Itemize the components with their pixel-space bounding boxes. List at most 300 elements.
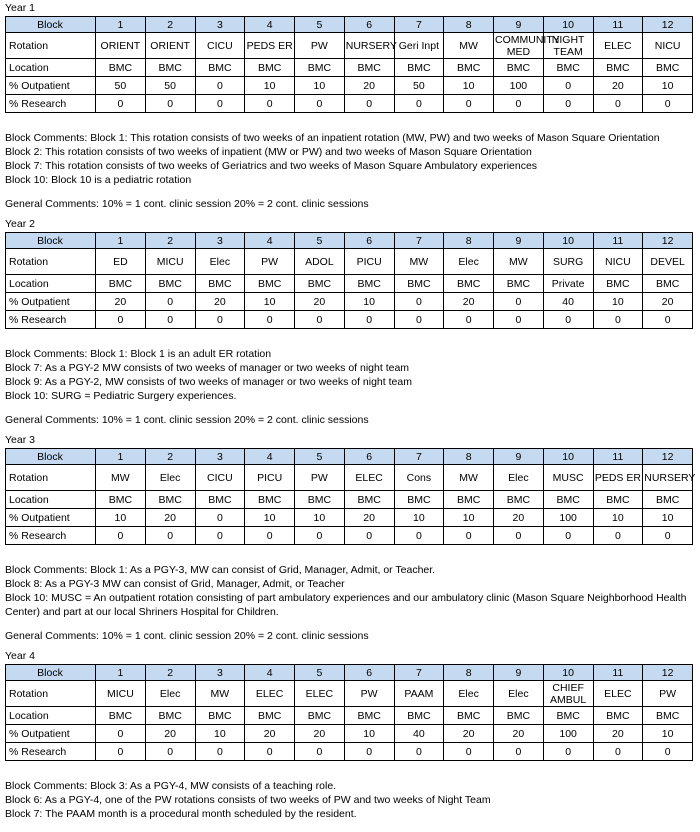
block-comment-line: Block 10: MUSC = An outpatient rotation consisting of part ambulatory experiences and our ambulatory clinic (Mason Square Neighborhood Health Center) and part at our local Shriners Hospital for Children. [5, 592, 687, 618]
block-number-cell: 12 [643, 233, 693, 249]
row-label: Rotation [6, 681, 96, 707]
block-comment-line: Block 9: As a PGY-2, MW consists of two weeks of manager or two weeks of night team [5, 376, 412, 388]
rotation-cell: MICU [96, 681, 146, 707]
research-cell: 0 [593, 95, 643, 113]
rotation-cell: NIGHT TEAM [543, 33, 593, 59]
location-cell: BMC [543, 491, 593, 509]
research-cell: 0 [96, 311, 146, 329]
block-number-cell: 3 [195, 665, 245, 681]
outpatient-cell: 0 [494, 293, 544, 311]
rotation-row [6, 33, 693, 59]
block-number-cell: 2 [145, 665, 195, 681]
rotation-cell: NICU [643, 33, 693, 59]
row-label: Location [6, 275, 96, 293]
location-cell: BMC [593, 59, 643, 77]
outpatient-cell: 10 [643, 509, 693, 527]
research-cell: 0 [344, 527, 394, 545]
location-row [6, 491, 693, 509]
block-number-cell: 11 [593, 665, 643, 681]
location-cell: BMC [444, 491, 494, 509]
general-comments: General Comments: 10% = 1 cont. clinic session 20% = 2 cont. clinic sessions [5, 630, 369, 642]
rotation-cell: ELEC [245, 681, 295, 707]
outpatient-cell: 20 [344, 509, 394, 527]
row-label: Rotation [6, 249, 96, 275]
block-comment-line: Block 7: This rotation consists of two weeks of Geriatrics and two weeks of Mason Square Ambulatory experiences [5, 160, 538, 172]
rotation-cell: Elec [494, 465, 544, 491]
rotation-cell: MUSC [543, 465, 593, 491]
research-cell: 0 [195, 743, 245, 761]
block-number-cell: 9 [494, 665, 544, 681]
location-cell: BMC [643, 707, 693, 725]
research-row [6, 743, 693, 761]
outpatient-cell: 10 [394, 509, 444, 527]
row-label: Block [6, 449, 96, 465]
block-number-cell: 12 [643, 449, 693, 465]
location-cell: BMC [96, 707, 146, 725]
block-number-cell: 1 [96, 233, 146, 249]
research-row [6, 527, 693, 545]
outpatient-row [6, 293, 693, 311]
location-cell: BMC [145, 275, 195, 293]
block-number-cell: 11 [593, 17, 643, 33]
location-cell: Private [543, 275, 593, 293]
block-comments [5, 563, 696, 619]
outpatient-cell: 10 [195, 725, 245, 743]
rotation-cell: PW [643, 681, 693, 707]
outpatient-cell: 50 [394, 77, 444, 95]
outpatient-cell: 10 [245, 509, 295, 527]
outpatient-cell: 10 [444, 77, 494, 95]
outpatient-cell: 20 [494, 509, 544, 527]
outpatient-cell: 10 [295, 509, 345, 527]
location-cell: BMC [643, 59, 693, 77]
location-cell: BMC [494, 491, 544, 509]
block-comment-line: Block 2: This rotation consists of two weeks of inpatient (MW or PW) and two weeks of Mason Square Orientation [5, 146, 532, 158]
block-header-row [6, 665, 693, 681]
rotation-cell: Cons [394, 465, 444, 491]
location-cell: BMC [195, 59, 245, 77]
research-cell: 0 [145, 527, 195, 545]
location-cell: BMC [394, 491, 444, 509]
research-cell: 0 [295, 527, 345, 545]
outpatient-cell: 100 [543, 725, 593, 743]
rotation-cell: ELEC [344, 465, 394, 491]
location-cell: BMC [593, 275, 643, 293]
rotation-cell: PW [295, 33, 345, 59]
row-label: Location [6, 707, 96, 725]
block-number-cell: 2 [145, 449, 195, 465]
outpatient-cell: 0 [145, 293, 195, 311]
block-comments [5, 779, 696, 821]
outpatient-cell: 50 [145, 77, 195, 95]
location-cell: BMC [145, 59, 195, 77]
research-cell: 0 [96, 95, 146, 113]
location-cell: BMC [394, 707, 444, 725]
research-cell: 0 [394, 743, 444, 761]
block-header-row [6, 233, 693, 249]
block-number-cell: 1 [96, 17, 146, 33]
year-section [5, 2, 696, 211]
outpatient-cell: 10 [96, 509, 146, 527]
outpatient-cell: 100 [494, 77, 544, 95]
research-cell: 0 [494, 527, 544, 545]
location-cell: BMC [494, 59, 544, 77]
block-number-cell: 4 [245, 233, 295, 249]
block-number-cell: 3 [195, 449, 245, 465]
research-cell: 0 [245, 527, 295, 545]
block-number-cell: 12 [643, 17, 693, 33]
rotation-row [6, 465, 693, 491]
location-cell: BMC [494, 275, 544, 293]
block-number-cell: 6 [344, 665, 394, 681]
research-cell: 0 [96, 743, 146, 761]
rotation-cell: SURG [543, 249, 593, 275]
block-number-cell: 8 [444, 449, 494, 465]
outpatient-cell: 20 [444, 725, 494, 743]
rotation-cell: COMMUNITY MED [495, 33, 560, 58]
row-label: % Research [6, 527, 96, 545]
block-number-cell: 9 [494, 449, 544, 465]
rotation-cell: Elec [195, 249, 245, 275]
outpatient-cell: 20 [96, 293, 146, 311]
rotation-cell: ADOL [295, 249, 345, 275]
research-cell: 0 [394, 95, 444, 113]
outpatient-cell: 40 [543, 293, 593, 311]
rotation-table [5, 664, 693, 761]
block-number-cell: 10 [543, 17, 593, 33]
block-comments [5, 347, 696, 403]
research-cell: 0 [444, 95, 494, 113]
rotation-table [5, 16, 693, 113]
rotation-cell: PICU [245, 465, 295, 491]
rotation-cell: MW [96, 465, 146, 491]
rotation-cell: CHIEF AMBUL [543, 681, 593, 707]
outpatient-cell: 20 [145, 509, 195, 527]
block-header-row [6, 17, 693, 33]
rotation-cell: PAAM [394, 681, 444, 707]
outpatient-cell: 0 [543, 77, 593, 95]
rotation-cell: NURSERY [344, 33, 394, 59]
row-label: Location [6, 59, 96, 77]
rotation-cell: Elec [444, 681, 494, 707]
location-cell: BMC [643, 491, 693, 509]
location-cell: BMC [593, 491, 643, 509]
rotation-cell: ED [96, 249, 146, 275]
block-number-cell: 6 [344, 17, 394, 33]
location-cell: BMC [245, 707, 295, 725]
rotation-cell: MW [494, 249, 544, 275]
research-row [6, 311, 693, 329]
rotation-cell: ORIENT [96, 33, 146, 59]
row-label: Block [6, 17, 96, 33]
location-cell: BMC [543, 707, 593, 725]
location-cell: BMC [96, 491, 146, 509]
row-label: % Outpatient [6, 77, 96, 95]
block-number-cell: 8 [444, 17, 494, 33]
outpatient-cell: 10 [344, 725, 394, 743]
rotation-cell: PW [295, 465, 345, 491]
block-number-cell: 2 [145, 17, 195, 33]
rotation-cell: PEDS ER [245, 33, 295, 59]
outpatient-cell: 0 [96, 725, 146, 743]
block-comment-line: Block 6: As a PGY-4, one of the PW rotations consists of two weeks of PW and two weeks of Night Team [5, 794, 491, 806]
research-cell: 0 [543, 95, 593, 113]
outpatient-cell: 50 [96, 77, 146, 95]
location-cell: BMC [394, 59, 444, 77]
rotation-cell: DEVEL [643, 249, 693, 275]
rotation-cell: ELEC [593, 681, 643, 707]
research-cell: 0 [543, 743, 593, 761]
location-row [6, 707, 693, 725]
outpatient-cell: 10 [643, 725, 693, 743]
block-number-cell: 11 [593, 449, 643, 465]
block-number-cell: 9 [494, 17, 544, 33]
year-title: Year 3 [5, 434, 35, 446]
rotation-cell: MW [444, 465, 494, 491]
block-number-cell: 8 [444, 665, 494, 681]
year-title: Year 1 [5, 2, 35, 14]
location-cell: BMC [245, 275, 295, 293]
outpatient-cell: 0 [394, 293, 444, 311]
block-number-cell: 2 [145, 233, 195, 249]
block-comment-line: Block 10: Block 10 is a pediatric rotation [5, 174, 192, 186]
research-cell: 0 [494, 743, 544, 761]
block-comment-line: Block 7: The PAAM month is a procedural month scheduled by the resident. [5, 808, 357, 820]
year-section [5, 218, 696, 427]
block-comment-line: Block Comments: Block 1: As a PGY-3, MW can consist of Grid, Manager, Admit, or Teacher. [5, 564, 436, 576]
block-number-cell: 7 [394, 665, 444, 681]
location-cell: BMC [344, 275, 394, 293]
block-number-cell: 10 [543, 665, 593, 681]
rotation-cell: CICU [195, 465, 245, 491]
block-number-cell: 6 [344, 449, 394, 465]
block-comment-line: Block Comments: Block 1: Block 1 is an adult ER rotation [5, 348, 272, 360]
research-cell: 0 [344, 95, 394, 113]
research-cell: 0 [245, 311, 295, 329]
research-cell: 0 [643, 527, 693, 545]
rotation-cell: MW [444, 33, 494, 59]
outpatient-cell: 20 [245, 725, 295, 743]
rotation-cell: MW [394, 249, 444, 275]
rotation-cell: PW [344, 681, 394, 707]
row-label: % Outpatient [6, 293, 96, 311]
research-cell: 0 [494, 95, 544, 113]
outpatient-cell: 20 [593, 725, 643, 743]
year-title: Year 4 [5, 650, 35, 662]
rotation-cell: CICU [195, 33, 245, 59]
outpatient-cell: 0 [195, 509, 245, 527]
block-comment-line: Block Comments: Block 1: This rotation consists of two weeks of an inpatient rotation (MW, PW) and two weeks of Mason Square Orientation [5, 132, 660, 144]
research-cell: 0 [245, 743, 295, 761]
research-cell: 0 [494, 311, 544, 329]
research-cell: 0 [295, 95, 345, 113]
research-cell: 0 [593, 743, 643, 761]
research-cell: 0 [245, 95, 295, 113]
research-cell: 0 [145, 743, 195, 761]
research-cell: 0 [444, 527, 494, 545]
research-cell: 0 [195, 527, 245, 545]
location-cell: BMC [245, 59, 295, 77]
location-cell: BMC [195, 491, 245, 509]
rotation-cell: NICU [593, 249, 643, 275]
outpatient-cell: 20 [145, 725, 195, 743]
location-cell: BMC [145, 707, 195, 725]
rotation-cell: MW [195, 681, 245, 707]
research-cell: 0 [643, 95, 693, 113]
research-cell: 0 [444, 311, 494, 329]
research-cell: 0 [593, 311, 643, 329]
research-cell: 0 [593, 527, 643, 545]
research-cell: 0 [295, 311, 345, 329]
rotation-cell: ELEC [295, 681, 345, 707]
rotation-cell: ORIENT [145, 33, 195, 59]
block-number-cell: 3 [195, 233, 245, 249]
row-label: % Research [6, 95, 96, 113]
general-comments: General Comments: 10% = 1 cont. clinic session 20% = 2 cont. clinic sessions [5, 198, 369, 210]
year-section [5, 650, 696, 821]
outpatient-cell: 20 [344, 77, 394, 95]
block-number-cell: 10 [543, 233, 593, 249]
rotation-cell: Geri Inpt [394, 33, 444, 59]
outpatient-cell: 10 [643, 77, 693, 95]
location-cell: BMC [643, 275, 693, 293]
location-cell: BMC [295, 59, 345, 77]
block-number-cell: 5 [295, 449, 345, 465]
research-cell: 0 [444, 743, 494, 761]
rotation-cell: Elec [145, 681, 195, 707]
block-comment-line: Block 7: As a PGY-2 MW consists of two weeks of manager or two weeks of night team [5, 362, 410, 374]
row-label: % Research [6, 743, 96, 761]
research-cell: 0 [145, 311, 195, 329]
outpatient-cell: 10 [245, 77, 295, 95]
row-label: % Outpatient [6, 725, 96, 743]
location-cell: BMC [295, 275, 345, 293]
research-cell: 0 [195, 311, 245, 329]
research-cell: 0 [195, 95, 245, 113]
block-header-row [6, 449, 693, 465]
block-number-cell: 11 [593, 233, 643, 249]
block-number-cell: 1 [96, 665, 146, 681]
block-number-cell: 7 [394, 449, 444, 465]
location-cell: BMC [344, 707, 394, 725]
row-label: % Outpatient [6, 509, 96, 527]
outpatient-cell: 0 [195, 77, 245, 95]
rotation-cell: MICU [145, 249, 195, 275]
location-cell: BMC [195, 275, 245, 293]
location-cell: BMC [494, 707, 544, 725]
block-comment-line: Block 10: SURG = Pediatric Surgery experiences. [5, 390, 237, 402]
block-number-cell: 4 [245, 449, 295, 465]
outpatient-cell: 40 [394, 725, 444, 743]
rotation-cell: ELEC [593, 33, 643, 59]
rotation-cell: Elec [145, 465, 195, 491]
block-number-cell: 6 [344, 233, 394, 249]
research-cell: 0 [394, 311, 444, 329]
location-cell: BMC [543, 59, 593, 77]
row-label: Block [6, 233, 96, 249]
rotation-table [5, 232, 693, 329]
outpatient-cell: 20 [444, 293, 494, 311]
block-number-cell: 4 [245, 665, 295, 681]
outpatient-cell: 20 [643, 293, 693, 311]
row-label: Rotation [6, 465, 96, 491]
block-number-cell: 12 [643, 665, 693, 681]
year-section [5, 434, 696, 643]
row-label: Block [6, 665, 96, 681]
rotation-cell: PW [245, 249, 295, 275]
block-comment-line: Block 8: As a PGY-3 MW can consist of Grid, Manager, Admit, or Teacher [5, 578, 345, 590]
outpatient-row [6, 77, 693, 95]
location-cell: BMC [444, 707, 494, 725]
research-cell: 0 [295, 743, 345, 761]
outpatient-cell: 100 [543, 509, 593, 527]
location-cell: BMC [593, 707, 643, 725]
general-comments: General Comments: 10% = 1 cont. clinic session 20% = 2 cont. clinic sessions [5, 414, 369, 426]
outpatient-cell: 10 [295, 77, 345, 95]
outpatient-cell: 10 [593, 293, 643, 311]
location-cell: BMC [344, 59, 394, 77]
research-cell: 0 [344, 311, 394, 329]
row-label: Location [6, 491, 96, 509]
research-cell: 0 [344, 743, 394, 761]
block-number-cell: 5 [295, 665, 345, 681]
block-comments [5, 131, 696, 187]
rotation-cell: NURSERY [643, 465, 693, 491]
rotation-cell: Elec [494, 681, 544, 707]
rotation-cell: PICU [344, 249, 394, 275]
year-title: Year 2 [5, 218, 35, 230]
location-cell: BMC [295, 707, 345, 725]
location-cell: BMC [344, 491, 394, 509]
rotation-cell: PEDS ER [593, 465, 643, 491]
outpatient-cell: 20 [494, 725, 544, 743]
research-cell: 0 [643, 743, 693, 761]
location-cell: BMC [145, 491, 195, 509]
location-row [6, 275, 693, 293]
block-number-cell: 9 [494, 233, 544, 249]
outpatient-cell: 20 [295, 725, 345, 743]
block-number-cell: 8 [444, 233, 494, 249]
outpatient-cell: 10 [593, 509, 643, 527]
block-number-cell: 10 [543, 449, 593, 465]
outpatient-row [6, 725, 693, 743]
research-cell: 0 [643, 311, 693, 329]
block-number-cell: 3 [195, 17, 245, 33]
block-number-cell: 5 [295, 233, 345, 249]
outpatient-cell: 20 [295, 293, 345, 311]
block-number-cell: 7 [394, 17, 444, 33]
block-comment-line: Block Comments: Block 3: As a PGY-4, MW consists of a teaching role. [5, 780, 337, 792]
rotation-table [5, 448, 696, 545]
location-cell: BMC [96, 275, 146, 293]
rotation-row [6, 249, 693, 275]
outpatient-cell: 10 [444, 509, 494, 527]
outpatient-cell: 20 [593, 77, 643, 95]
location-cell: BMC [444, 59, 494, 77]
rotation-cell: Elec [444, 249, 494, 275]
block-number-cell: 5 [295, 17, 345, 33]
location-cell: BMC [394, 275, 444, 293]
location-cell: BMC [245, 491, 295, 509]
block-number-cell: 1 [96, 449, 146, 465]
research-cell: 0 [543, 311, 593, 329]
block-number-cell: 7 [394, 233, 444, 249]
location-cell: BMC [444, 275, 494, 293]
outpatient-cell: 10 [245, 293, 295, 311]
research-cell: 0 [394, 527, 444, 545]
location-cell: BMC [96, 59, 146, 77]
research-cell: 0 [96, 527, 146, 545]
